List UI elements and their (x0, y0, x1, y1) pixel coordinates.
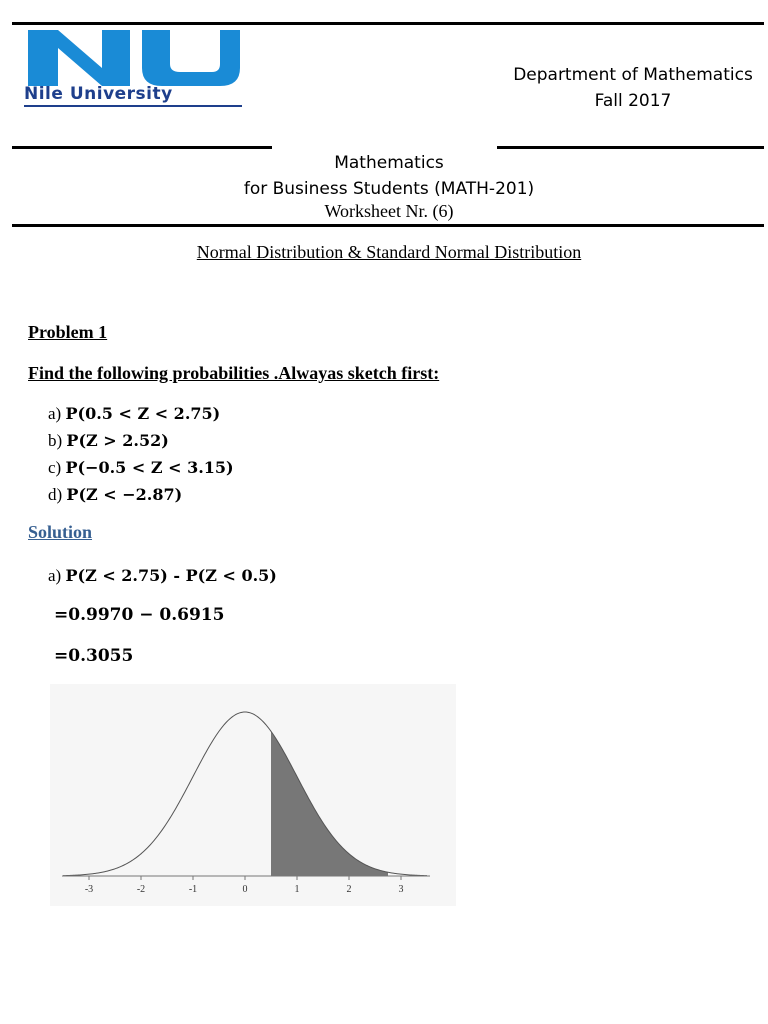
normal-curve-svg (50, 684, 456, 906)
university-logo (24, 28, 244, 108)
course-block (0, 150, 768, 202)
item-expression: P(Z < −2.87) (66, 485, 183, 504)
term: Fall 2017 (594, 91, 672, 111)
solution-step-2: =0.9970 − 0.6915 (54, 605, 225, 625)
x-tick-label: -3 (84, 884, 94, 895)
logo-underline (24, 105, 242, 107)
solution-step-expression: P(Z < 2.75) - P(Z < 0.5) (65, 566, 277, 585)
problem-item (48, 454, 234, 481)
department-block (488, 62, 768, 114)
item-label: b) (48, 431, 63, 450)
logo-text: Nile University (24, 84, 173, 104)
topic-title: Normal Distribution & Standard Normal Distribution (196, 242, 582, 262)
top-rule (12, 22, 764, 25)
x-tick-label: 3 (398, 884, 404, 895)
x-tick-label: 2 (346, 884, 352, 895)
course-name: for Business Students (MATH-201) (243, 179, 535, 199)
item-label: a) (48, 404, 62, 423)
rule-right (497, 146, 764, 149)
item-expression: P(Z > 2.52) (66, 431, 169, 450)
shaded-region (271, 731, 388, 876)
solution-step-3: =0.3055 (54, 646, 134, 666)
department-name: Department of Mathematics (513, 65, 753, 85)
x-tick-label: -1 (188, 884, 198, 895)
x-tick-label: 1 (294, 884, 300, 895)
problem-item (48, 400, 234, 427)
problem-title: Problem 1 (28, 322, 108, 342)
x-axis-ticks (85, 876, 404, 895)
rule-left (12, 146, 272, 149)
solution-step-label: a) (48, 566, 62, 585)
worksheet-number: Worksheet Nr. (6) (324, 201, 454, 221)
normal-curve-sketch (50, 684, 456, 906)
x-tick-label: 0 (242, 884, 248, 895)
solution-title: Solution (28, 522, 93, 542)
problem-instruction: Find the following probabilities .Alwayas sketch first: (28, 363, 440, 383)
item-expression: P(−0.5 < Z < 3.15) (65, 458, 234, 477)
rule-bottom (12, 224, 764, 227)
x-tick-label: -2 (136, 884, 146, 895)
item-label: d) (48, 485, 63, 504)
problem-item (48, 481, 234, 508)
problem-items (48, 400, 234, 508)
problem-item (48, 427, 234, 454)
normal-curve (63, 712, 427, 876)
course-subject: Mathematics (334, 153, 444, 173)
item-expression: P(0.5 < Z < 2.75) (65, 404, 221, 423)
item-label: c) (48, 458, 62, 477)
nu-logo-mark (24, 28, 244, 88)
solution-step-1 (48, 562, 277, 589)
